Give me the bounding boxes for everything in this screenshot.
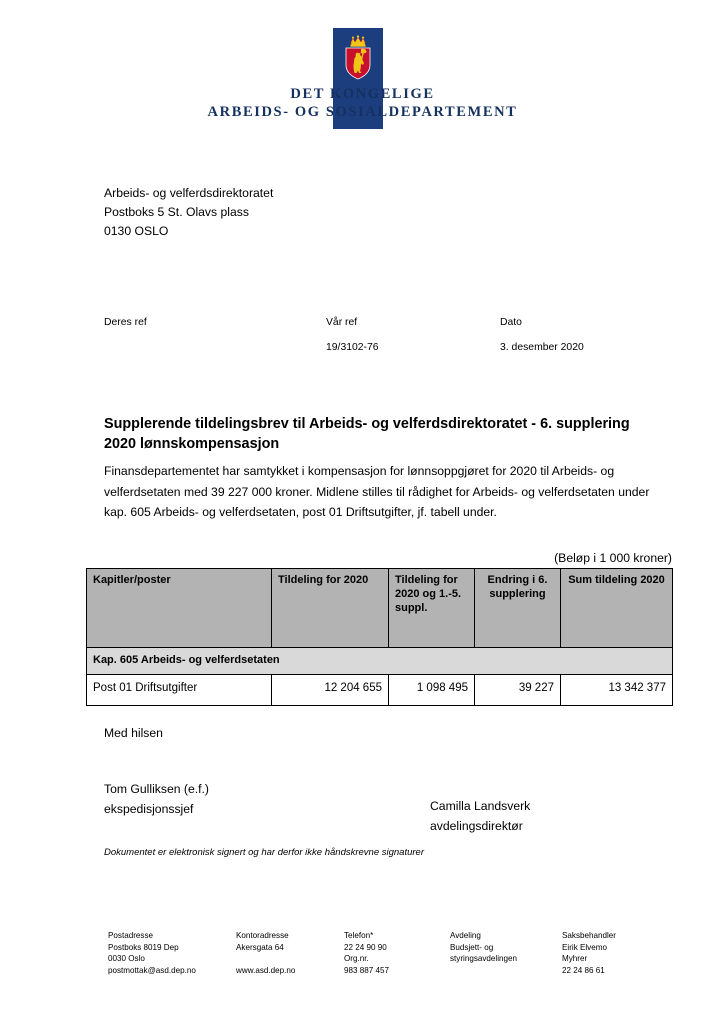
department-title-line2: ARBEIDS- OG SOSIALDEPARTEMENT [207,103,518,120]
signature-right [430,796,530,836]
body-paragraph: Finansdepartementet har samtykket i kompensasjon for lønnsoppgjøret for 2020 til Arbeids- og velferdsetaten med 39 227 000 kroner. Midlene stilles til rådighet for Arbeids- og velferdsetaten under kap. 605 Arbeids- og velferdsetaten, post 01 Driftsutgifter, jf. tabell under. [104,464,650,519]
footer-column-kontoradresse [236,930,295,976]
footer-telefon-label: Telefon* [344,931,374,940]
table-cell-post-label: Post 01 Driftsutgifter [87,675,272,706]
department-title [0,86,725,121]
deres-ref-label: Deres ref [104,317,147,328]
dato-column [500,316,584,355]
allocation-table [86,568,673,706]
page-footer [0,930,725,1010]
table-cell-endring-6: 39 227 [475,675,561,706]
var-ref-value: 19/3102-76 [326,342,379,353]
footer-saksbehandler-name2: Myhrer [562,954,588,964]
table-cell-tildeling-2020: 12 204 655 [272,675,389,706]
closing-greeting: Med hilsen [104,726,163,740]
signer-left-title: ekspedisjonssjef [104,802,194,816]
footer-orgnr-label: Org.nr. [344,954,369,964]
norwegian-coat-of-arms-icon [341,35,375,80]
table-header-kapitler-poster: Kapitler/poster [87,569,272,648]
table-cell-sum-tildeling: 13 342 377 [561,675,673,706]
recipient-line-3: 0130 OSLO [104,224,169,238]
recipient-address [104,184,273,241]
recipient-line-2: Postboks 5 St. Olavs plass [104,205,249,219]
department-title-line1: DET KONGELIGE [290,86,435,102]
table-cell-tildeling-2020-1-5: 1 098 495 [389,675,475,706]
table-header-row [87,569,673,648]
deres-ref-column [104,316,147,341]
dato-value: 3. desember 2020 [500,342,584,353]
var-ref-label: Vår ref [326,317,358,328]
footer-column-postadresse [108,930,196,976]
signature-left [104,779,209,819]
footer-orgnr-value: 983 887 457 [344,965,390,975]
footer-telefon-number: 22 24 90 90 [344,942,387,952]
footer-saksbehandler-label: Saksbehandler [562,931,616,940]
footer-postadresse-email: postmottak@asd.dep.no [108,965,196,975]
table-section-label: Kap. 605 Arbeids- og velferdsetaten [87,648,673,675]
table-header-tildeling-2020: Tildeling for 2020 [272,569,389,648]
footer-kontoradresse-label: Kontoradresse [236,931,289,940]
footer-saksbehandler-phone: 22 24 86 61 [562,965,605,975]
footer-postadresse-line1: Postboks 8019 Dep [108,942,179,952]
footer-column-saksbehandler [562,930,616,976]
footer-kontoradresse-line2 [236,953,295,965]
table-section-row [87,648,673,675]
page-title: Supplerende tildelingsbrev til Arbeids- og velferdsdirektoratet - 6. supplering 2020 lønnskompensasjon [104,416,630,452]
dato-label: Dato [500,317,522,328]
electronic-signature-note: Dokumentet er elektronisk signert og har derfor ikke håndskrevne signaturer [104,847,424,858]
footer-postadresse-line2: 0030 Oslo [108,954,145,964]
footer-avdeling-line2: styringsavdelingen [450,954,518,964]
footer-kontoradresse-website: www.asd.dep.no [236,965,296,975]
footer-avdeling-line1: Budsjett- og [450,942,494,952]
table-header-sum-tildeling-2020: Sum tildeling 2020 [561,569,673,648]
table-header-tildeling-2020-1-5-suppl: Tildeling for 2020 og 1.-5. suppl. [389,569,475,648]
letterhead [0,0,725,150]
footer-avdeling-label: Avdeling [450,931,481,940]
signer-right-title: avdelingsdirektør [430,819,523,833]
recipient-line-1: Arbeids- og velferdsdirektoratet [104,186,274,200]
footer-kontoradresse-line1: Akersgata 64 [236,942,284,952]
footer-column-telefon [344,930,389,976]
signer-right-name: Camilla Landsverk [430,799,531,813]
footer-postadresse-label: Postadresse [108,931,153,940]
signer-left-name: Tom Gulliksen (e.f.) [104,782,209,796]
table-row [87,675,673,706]
footer-column-avdeling [450,930,517,965]
var-ref-column [326,316,379,355]
footer-saksbehandler-name1: Eirik Elvemo [562,942,607,952]
table-header-endring-6-supplering: Endring i 6. supplering [475,569,561,648]
table-caption: (Beløp i 1 000 kroner) [554,551,672,565]
